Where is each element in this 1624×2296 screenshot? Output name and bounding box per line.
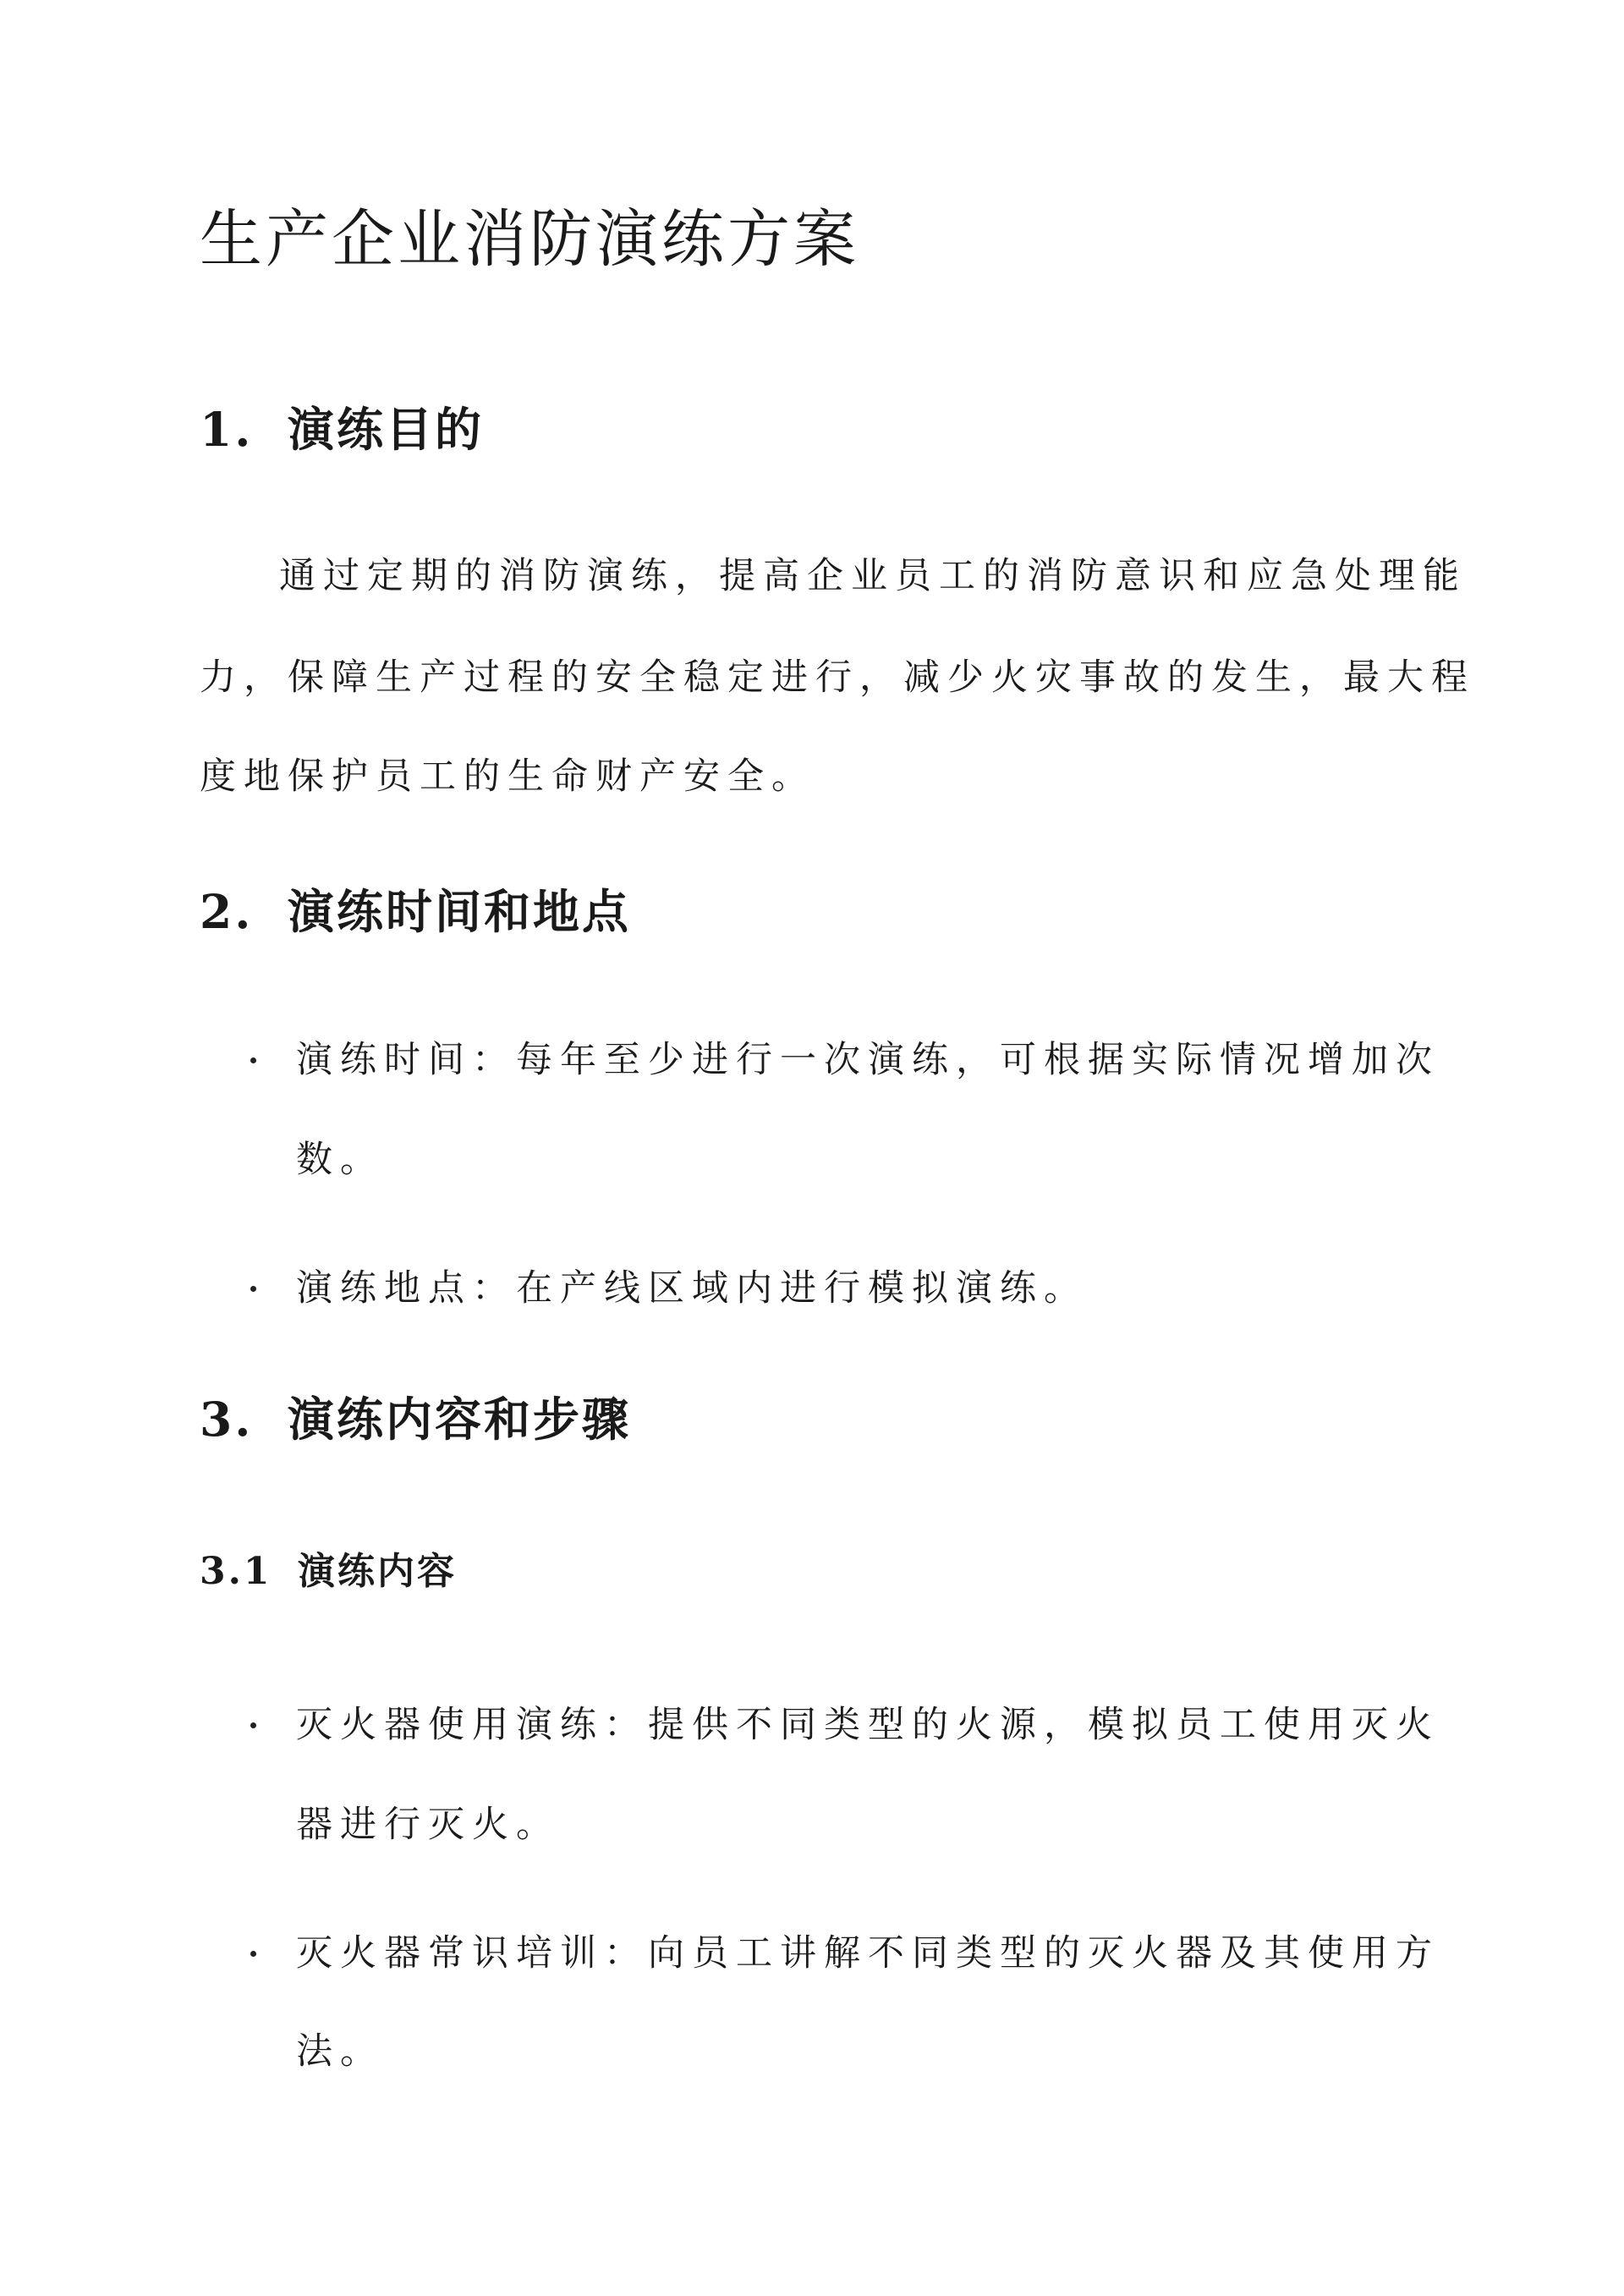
section-title: 演练内容和步骤 — [288, 1392, 632, 1447]
document-title: 生产企业消防演练方案 — [200, 203, 859, 276]
section-number: 2. — [200, 884, 254, 939]
list-item-line: 灭火器常识培训：向员工讲解不同类型的灭火器及其使用方 — [296, 1932, 1440, 1975]
section-number: 3. — [200, 1392, 254, 1447]
paragraph-line: 力，保障生产过程的安全稳定进行，减少火灾事故的发生，最大程 — [200, 656, 1475, 699]
list-item-line: 法。 — [296, 2030, 384, 2073]
section-2-heading — [200, 884, 632, 939]
bullet-dot — [250, 1286, 256, 1292]
subsection-title: 演练内容 — [298, 1550, 457, 1593]
list-item-line: 灭火器使用演练：提供不同类型的火源，模拟员工使用灭火 — [296, 1704, 1440, 1746]
section-number: 1. — [200, 402, 254, 457]
section-1-heading — [200, 402, 485, 457]
list-item-line: 演练时间：每年至少进行一次演练，可根据实际情况增加次 — [296, 1039, 1440, 1081]
section-3-heading — [200, 1392, 632, 1447]
section-title: 演练时间和地点 — [288, 884, 632, 939]
section-title: 演练目的 — [288, 402, 485, 457]
paragraph-line: 度地保护员工的生命财产安全。 — [200, 755, 815, 798]
subsection-3-1-heading — [200, 1550, 457, 1593]
bullet-dot — [250, 1951, 256, 1957]
subsection-number: 3.1 — [200, 1550, 272, 1593]
list-item-line: 演练地点：在产线区域内进行模拟演练。 — [296, 1267, 1088, 1310]
list-item-line: 数。 — [296, 1139, 384, 1181]
bullet-dot — [250, 1722, 256, 1728]
list-item-line: 器进行灭火。 — [296, 1804, 560, 1846]
paragraph-line: 通过定期的消防演练，提高企业员工的消防意识和应急处理能 — [279, 555, 1467, 597]
bullet-dot — [250, 1057, 256, 1063]
